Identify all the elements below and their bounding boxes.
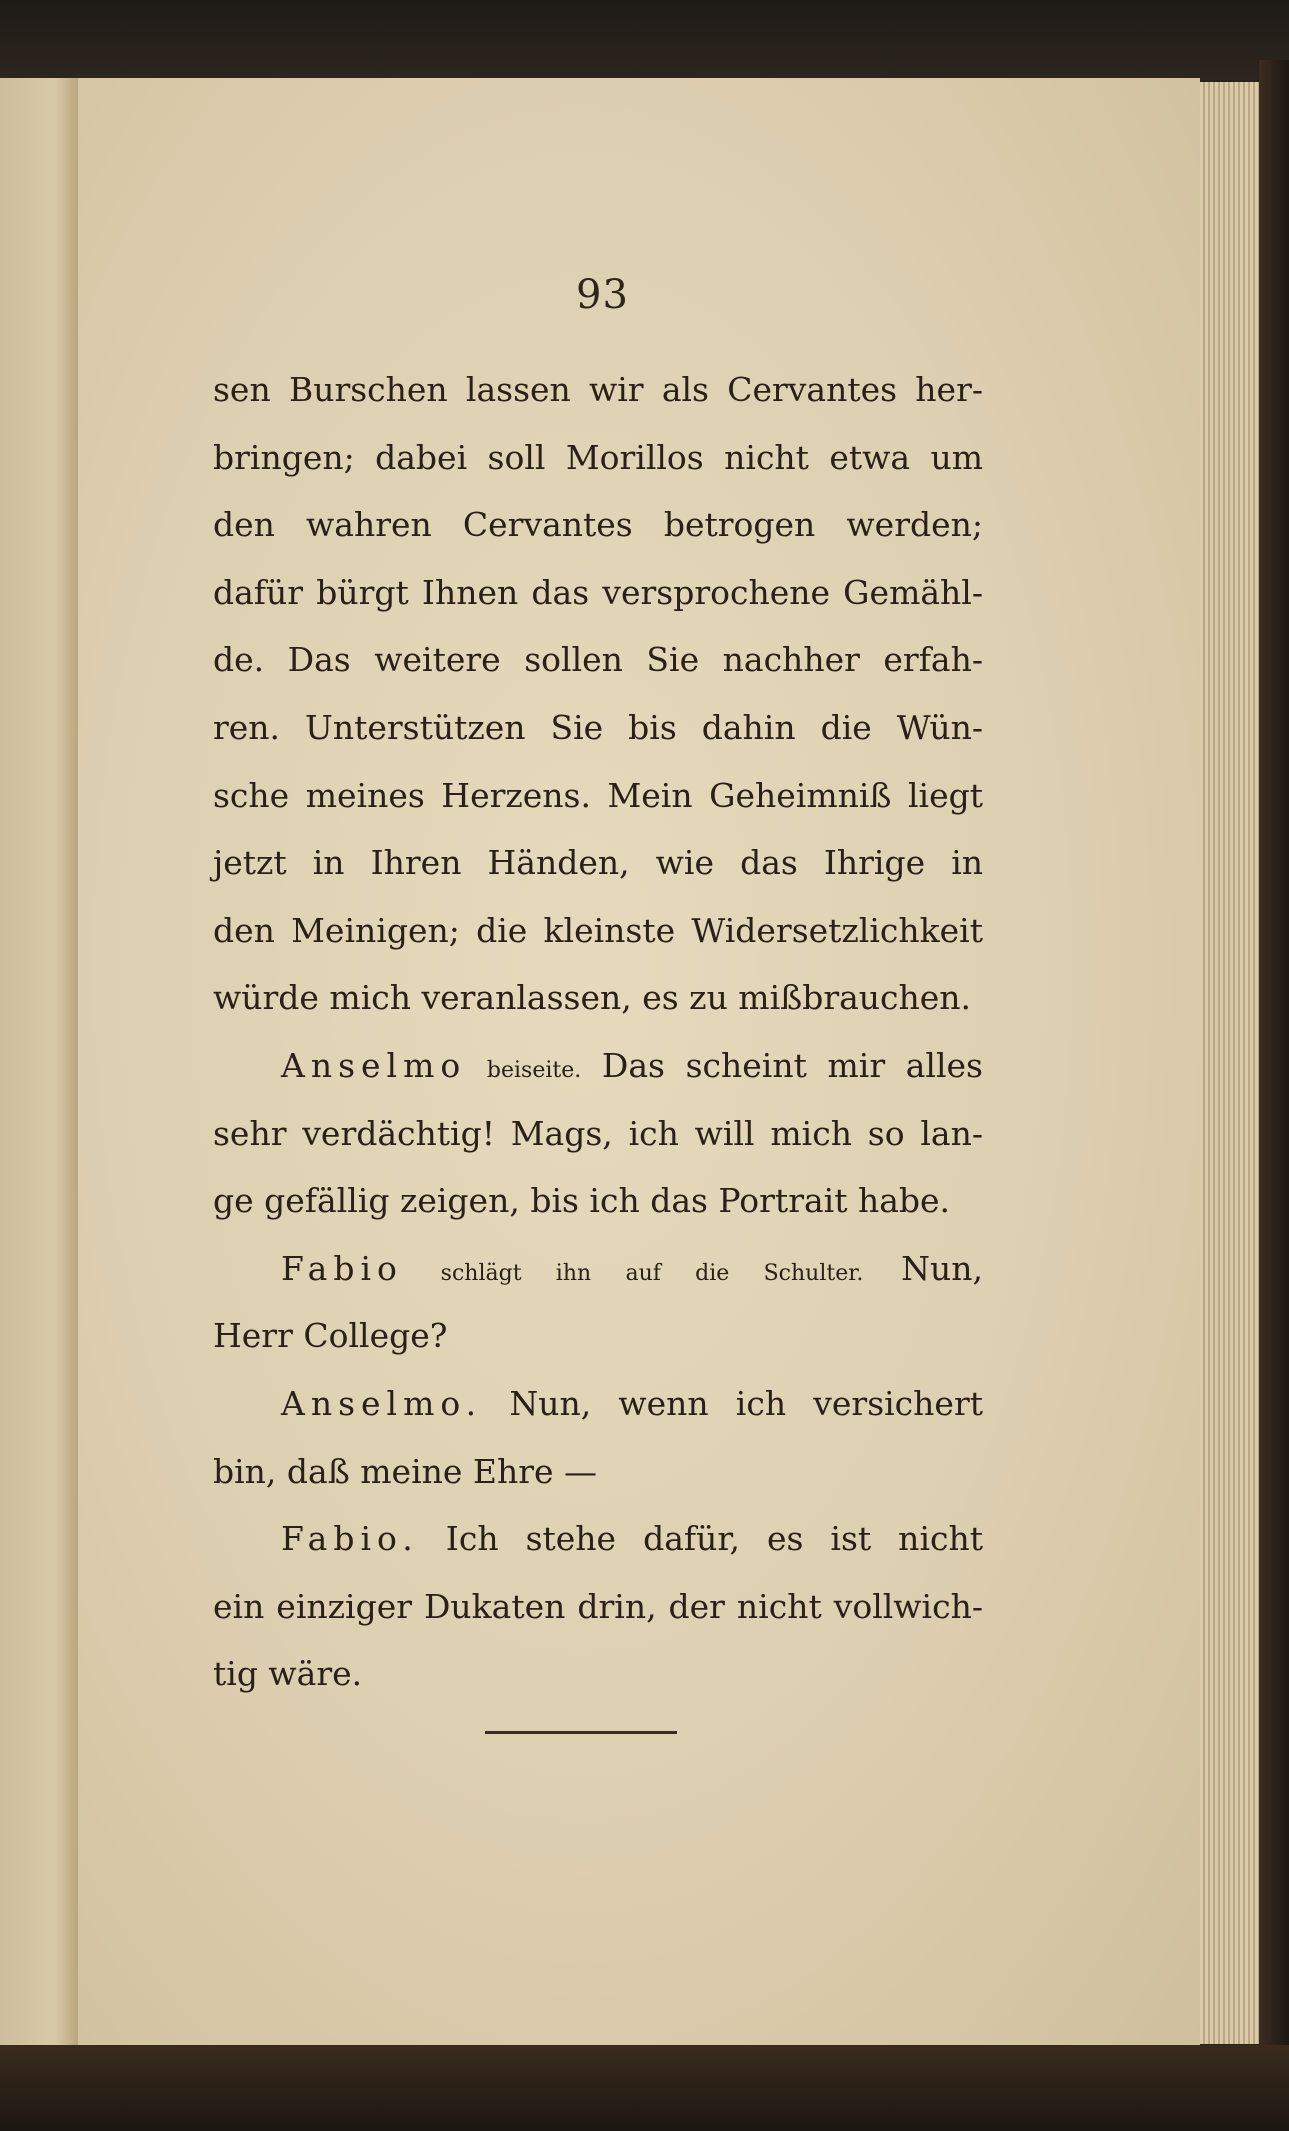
text-line: sehr verdächtig! Mags, ich will mich so lan- <box>213 1113 983 1153</box>
speaker-name: Anselmo. <box>281 1383 483 1423</box>
dialogue-text: Ich stehe dafür, es ist nicht <box>445 1519 983 1559</box>
dialogue-fabio-2 <box>213 1505 983 1573</box>
page-text <box>213 356 983 1708</box>
text-line: den wahren Cervantes betrogen werden; <box>213 505 983 545</box>
section-divider-rule <box>485 1731 677 1734</box>
text-line: dafür bürgt Ihnen das versprochene Gemähl- <box>213 572 983 612</box>
dialogue-anselmo-1 <box>213 1032 983 1100</box>
text-line: würde mich veranlassen, es zu mißbrauchen. <box>213 978 972 1018</box>
background-bottom <box>0 2045 1289 2131</box>
facing-page-edge <box>0 78 80 2053</box>
speaker-name: Fabio. <box>281 1519 419 1559</box>
dialogue-text: Das scheint mir alles <box>601 1045 983 1085</box>
text-line: den Meinigen; die kleinste Widersetzlichkeit <box>213 910 983 950</box>
text-line: ren. Unterstützen Sie bis dahin die Wün- <box>213 707 983 747</box>
text-line: sen Burschen lassen wir als Cervantes her- <box>213 370 983 409</box>
page-edges <box>1200 82 1263 2044</box>
stage-direction: beiseite. <box>486 1057 582 1083</box>
speaker-name: Anselmo <box>281 1045 467 1085</box>
text-line: bin, daß meine Ehre — <box>213 1451 598 1491</box>
text-line: bringen; dabei soll Morillos nicht etwa um <box>213 437 983 477</box>
page-number: 93 <box>576 272 629 318</box>
text-line: tig wäre. <box>213 1654 363 1694</box>
dialogue-anselmo-2 <box>213 1370 983 1438</box>
text-line: de. Das weitere sollen Sie nachher erfah- <box>213 640 983 680</box>
dialogue-text: Nun, wenn ich versichert <box>509 1383 983 1423</box>
book-cover-edge <box>1259 60 1289 2060</box>
background-top <box>0 0 1289 80</box>
dialogue-fabio-1 <box>213 1235 983 1303</box>
text-line: jetzt in Ihren Händen, wie das Ihrige in <box>213 843 983 883</box>
stage-direction: schlägt ihn auf die Schulter. <box>440 1260 864 1286</box>
speaker-name: Fabio <box>281 1248 403 1288</box>
text-line: ein einziger Dukaten drin, der nicht vollwich- <box>213 1586 983 1626</box>
dialogue-text: Nun, <box>901 1248 983 1288</box>
text-line: Herr College? <box>213 1316 448 1356</box>
text-line: sche meines Herzens. Mein Geheimniß liegt <box>213 775 983 815</box>
text-line: ge gefällig zeigen, bis ich das Portrait habe. <box>213 1181 951 1221</box>
